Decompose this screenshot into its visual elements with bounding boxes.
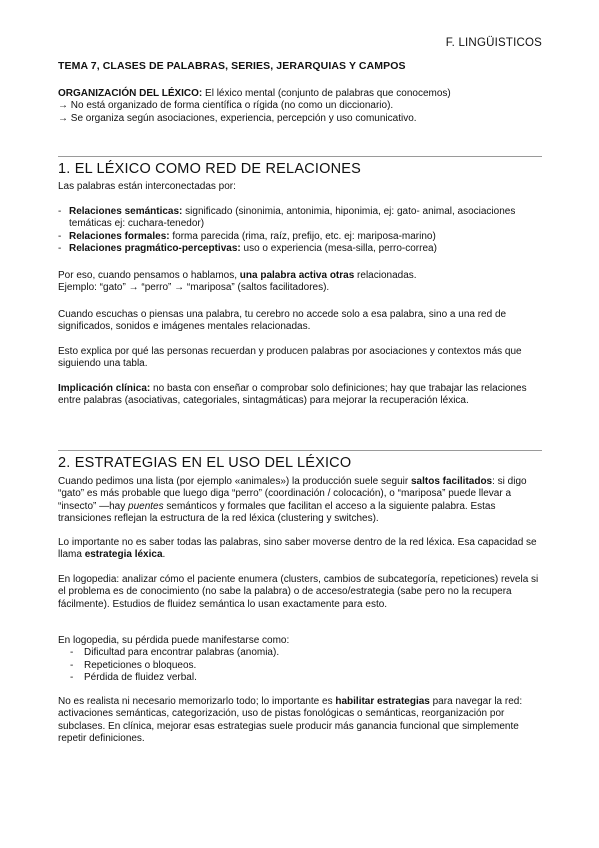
relation-text: uso o experiencia (mesa-silla, perro-correa)	[240, 243, 437, 255]
intro-point: → No está organizado de forma científica o rígida (no como un diccionario).	[58, 100, 394, 112]
italic-text: puentes	[128, 500, 164, 512]
list-item: - Repeticiones o bloqueos.	[70, 660, 542, 672]
emphasis-text: habilitar estrategias	[335, 696, 430, 707]
relations-list-block	[58, 206, 542, 256]
list-item: - Pérdida de fluidez verbal.	[70, 672, 542, 684]
list-item	[58, 206, 542, 231]
section-divider	[58, 450, 542, 451]
list-item	[58, 231, 542, 243]
section-1-paragraph-3	[58, 346, 542, 371]
paragraph-text: : si digo “gato” es más probable que luego diga “perro” (coordinación / colocación), o “mariposa” puede llevar a “insecto” —hay	[58, 476, 527, 512]
section-1-lead: Las palabras están interconectadas por:	[58, 181, 236, 192]
paragraph-text: En logopedia, su pérdida puede manifestarse como:	[58, 635, 290, 646]
emphasis-text: saltos facilitados	[410, 476, 493, 487]
relations-list	[58, 206, 542, 256]
paragraph-text: semánticos y formales que facilitan el acceso a la siguiente palabra. Estas transiciones reflejan la estructura de la red léxica (clustering y switches).	[58, 500, 496, 525]
relation-label: Relaciones semánticas:	[69, 206, 183, 217]
section-divider	[58, 156, 542, 157]
paragraph-text: relacionadas.	[354, 270, 417, 281]
section-1-heading: 1. EL LÉXICO COMO RED DE RELACIONES	[58, 161, 361, 177]
paragraph-text: No es realista ni necesario memorizarlo todo; lo importante es	[58, 696, 336, 707]
relation-text: forma parecida (rima, raíz, prefijo, etc. ej: mariposa-marino)	[169, 230, 436, 242]
paragraph-text: Cuando escuchas o piensas una palabra, tu cerebro no accede solo a esa palabra, sino a una red de significados, sonidos e imágenes mentales relacionadas.	[58, 309, 507, 333]
section-2-heading: 2. ESTRATEGIAS EN EL USO DEL LÉXICO	[58, 455, 352, 471]
section-2-paragraph-1	[58, 476, 542, 526]
clinical-implication	[58, 383, 542, 408]
list-item: - Dificultad para encontrar palabras (anomia).	[70, 647, 542, 659]
example-line: Ejemplo: “gato” → “perro” → “mariposa” (saltos facilitadores).	[58, 282, 330, 294]
relation-label: Relaciones formales:	[69, 230, 170, 242]
paragraph-text: Por eso, cuando pensamos o hablamos,	[58, 270, 240, 281]
losses-list	[58, 647, 542, 684]
relation-label: Relaciones pragmático-perceptivas:	[69, 243, 241, 255]
emphasis-text: estrategia léxica	[84, 549, 163, 561]
section-1-paragraph-2	[58, 309, 542, 334]
intro-label: ORGANIZACIÓN DEL LÉXICO:	[58, 88, 203, 99]
relation-text: significado (sinonimia, antonimia, hiponimia, ej: gato- animal, asociaciones temáticas ej: cuchara-tenedor)	[69, 206, 516, 230]
paragraph-text: Esto explica por qué las personas recuerdan y producen palabras por asociaciones y contextos más que siguiendo una tabla.	[58, 346, 522, 370]
intro-block	[58, 88, 542, 125]
intro-paragraph	[58, 88, 542, 100]
emphasis-text: una palabra activa otras	[239, 270, 355, 281]
paragraph-text: Lo importante no es saber todas las palabras, sino saber moverse dentro de la red léxica. Esa capacidad se llama	[58, 537, 537, 561]
clinical-label: Implicación clínica:	[58, 383, 151, 394]
intro-point: → Se organiza según asociaciones, experiencia, percepción y uso comunicativo.	[58, 112, 417, 124]
paragraph-text: En logopedia: analizar cómo el paciente enumera (clusters, cambios de subcategoría, repeticiones) revela si el problema es de conocimiento (no sabe la palabra) o de acceso/estrategia (sabe pero no la recupera fácilmente). Estudios de fluidez semántica lo usan exactamente para esto.	[58, 574, 539, 610]
paragraph-text: .	[162, 549, 166, 561]
section-1-lead-block	[58, 181, 542, 193]
page-title: TEMA 7, CLASES DE PALABRAS, SERIES, JERARQUIAS Y CAMPOS	[58, 60, 406, 72]
paragraph-text: para navegar la red: activaciones semánticas, categorización, uso de pistas fonológicas o semánticas, reorganización por subclases. En clínica, mejorar esas estrategias suele producir más ganancia funcional que simplemente repetir definiciones.	[58, 696, 523, 745]
paragraph-text: Cuando pedimos una lista (por ejemplo «animales») la producción suele seguir	[58, 476, 411, 487]
section-2-paragraph-5	[58, 696, 542, 746]
document-page	[58, 0, 542, 848]
list-item	[58, 243, 542, 255]
section-2-paragraph-3	[58, 574, 542, 611]
subject-header: F. LINGÜISTICOS	[445, 37, 542, 49]
paragraph-text: no basta con enseñar o comprobar solo definiciones; hay que trabajar las relaciones entre palabras (asociativas, categoriales, sintagmáticas) para mejorar la recuperación léxica.	[58, 383, 527, 407]
section-2-paragraph-2	[58, 537, 542, 562]
section-2-paragraph-4	[58, 635, 542, 685]
intro-text: El léxico mental (conjunto de palabras que conocemos)	[202, 88, 451, 99]
section-1-paragraph-1	[58, 270, 542, 295]
